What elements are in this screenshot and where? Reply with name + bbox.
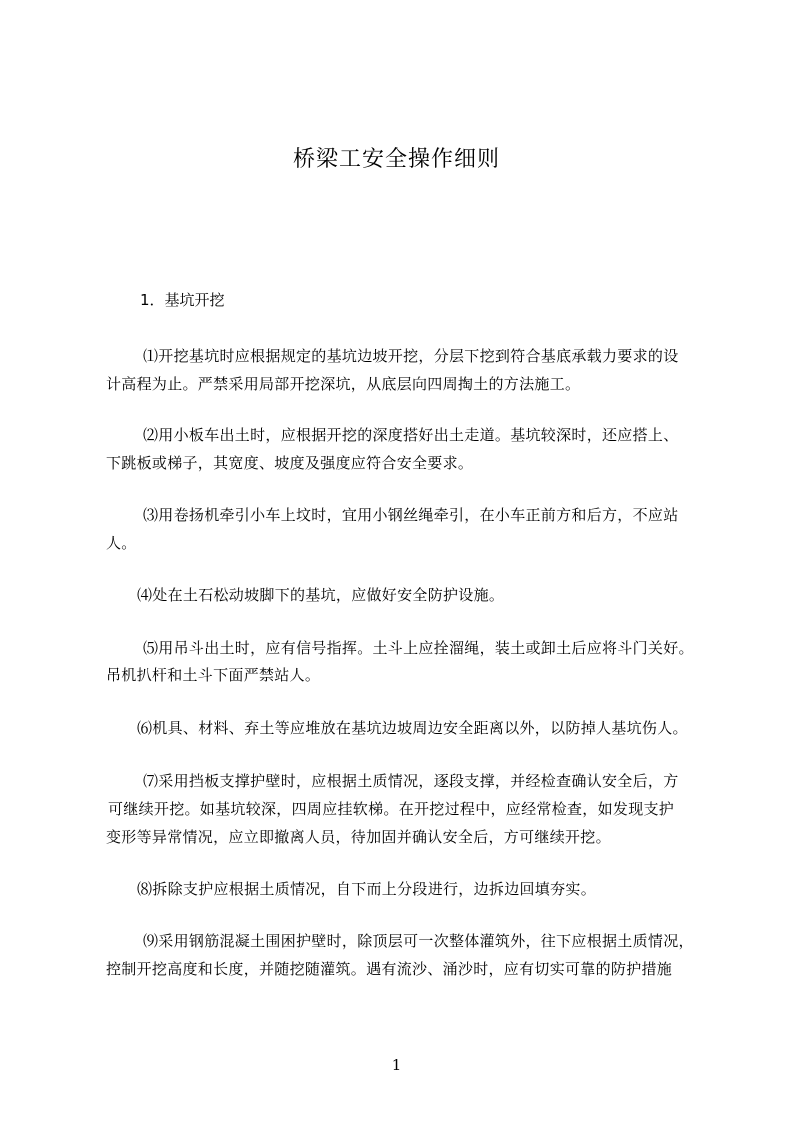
paragraph-line: ⑼采用钢筋混凝土围困护壁时，除顶层可一次整体灌筑外，往下应根据土质情况， (143, 932, 694, 950)
paragraph-line: ⑺采用挡板支撑护壁时，应根据土质情况，逐段支撑，并经检查确认安全后，方 (143, 772, 679, 790)
paragraph-line: 计高程为止。严禁采用局部开挖深坑，从底层向四周掏土的方法施工。 (106, 375, 581, 393)
paragraph-line: 下跳板或梯子，其宽度、坡度及强度应符合安全要求。 (106, 454, 474, 472)
paragraph-line: 吊机扒杆和土斗下面严禁站人。 (106, 666, 321, 684)
section-heading: 1．基坑开挖 (140, 291, 225, 309)
paragraph-line: ⑵用小板车出土时，应根据开挖的深度搭好出土走道。基坑较深时，还应搭上、 (143, 426, 679, 444)
paragraph-line: ⑴开挖基坑时应根据规定的基坑边坡开挖，分层下挖到符合基底承载力要求的设 (143, 347, 679, 365)
paragraph-line: ⑶用卷扬机牵引小车上坟时，宜用小钢丝绳牵引，在小车正前方和后方，不应站 (143, 506, 679, 524)
paragraph-line: 人。 (106, 534, 137, 552)
page-number: 1 (391, 1056, 402, 1074)
paragraph-line: 变形等异常情况，应立即撤离人员，待加固并确认安全后，方可继续开挖。 (106, 828, 611, 846)
paragraph-line: ⑹机具、材料、弃土等应堆放在基坑边坡周边安全距离以外，以防掉人基坑伤人。 (137, 719, 688, 737)
paragraph-line: ⑸用吊斗出土时，应有信号指挥。土斗上应拴溜绳，装土或卸土后应将斗门关好。 (143, 639, 694, 657)
document-title: 桥梁工安全操作细则 (292, 147, 500, 172)
paragraph-line: 可继续开挖。如基坑较深，四周应挂软梯。在开挖过程中，应经常检查，如发现支护 (108, 800, 675, 818)
paragraph-line: 控制开挖高度和长度，并随挖随灌筑。遇有流沙、涌沙时，应有切实可靠的防护措施 (106, 960, 673, 978)
paragraph-line: ⑷处在土石松动坡脚下的基坑，应做好安全防护设施。 (137, 586, 505, 604)
paragraph-line: ⑻拆除支护应根据土质情况，自下而上分段进行，边拆边回填夯实。 (137, 880, 597, 898)
